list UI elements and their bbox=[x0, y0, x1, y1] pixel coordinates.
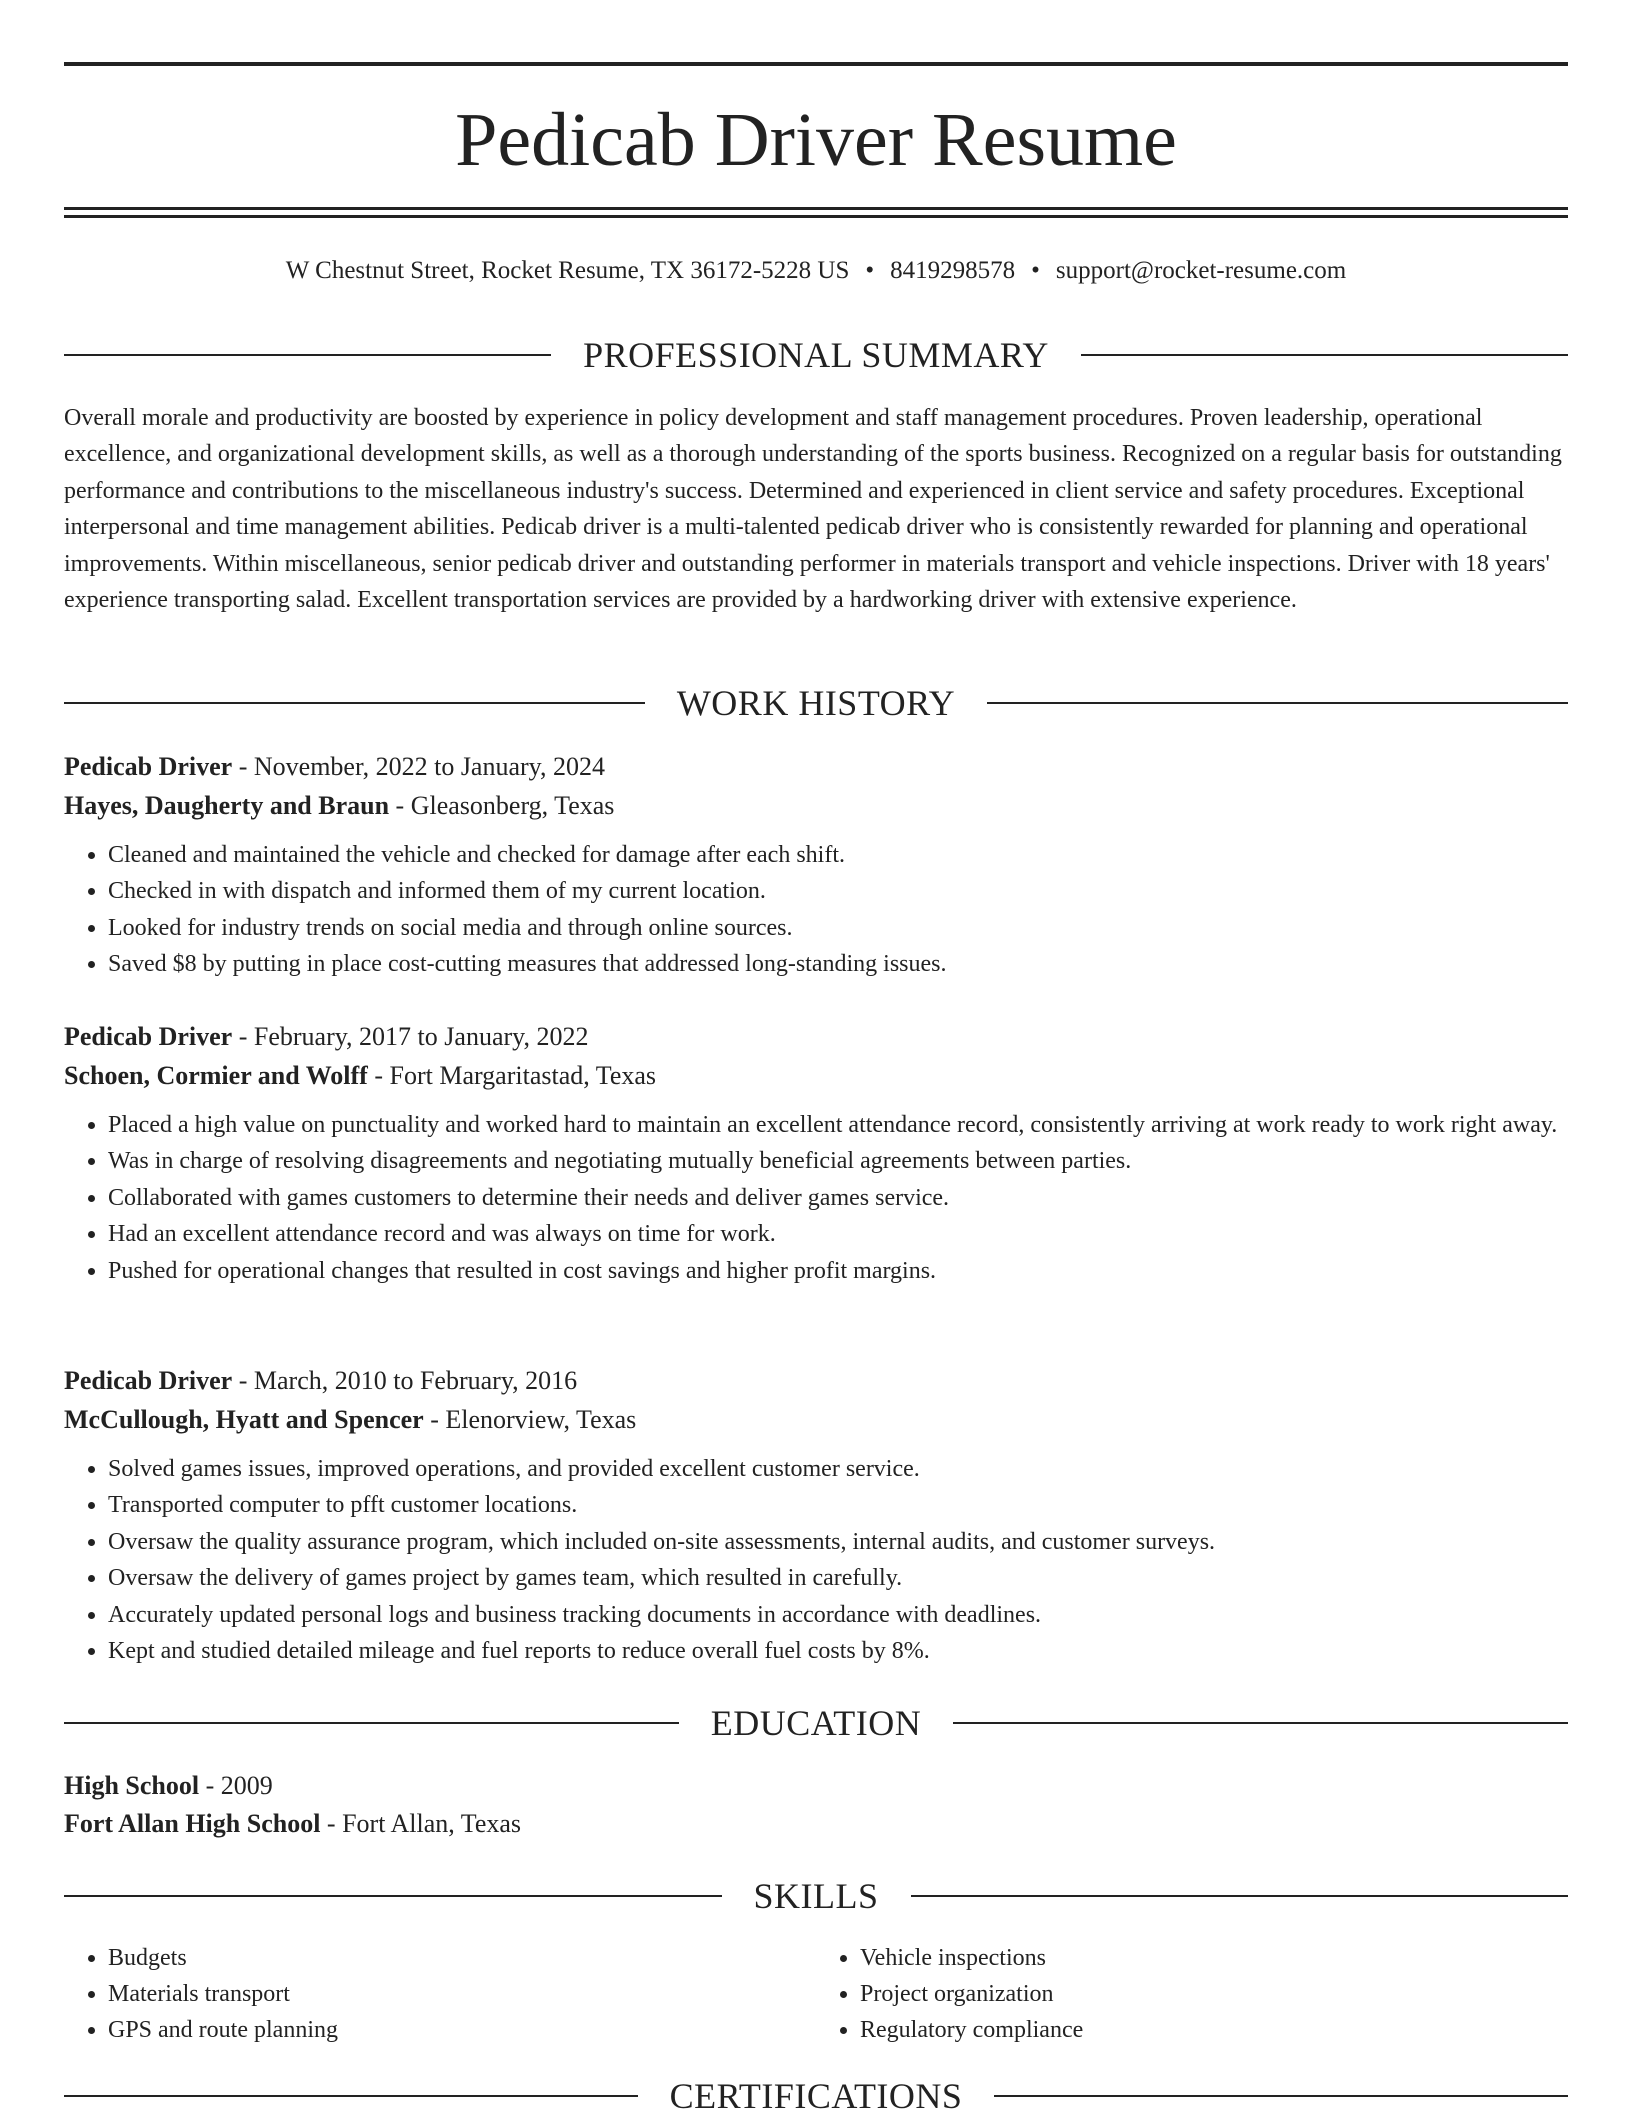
job-company-line bbox=[64, 787, 1568, 825]
list-item: • Checked in with dispatch and informed them of my current location. bbox=[108, 873, 1568, 909]
job-dates: - February, 2017 to January, 2022 bbox=[232, 1022, 589, 1051]
job-bullets bbox=[64, 1107, 1568, 1289]
heading-rule bbox=[953, 1722, 1568, 1724]
job-title-line bbox=[64, 748, 1568, 786]
job-title: Pedicab Driver bbox=[64, 752, 233, 781]
skills-column-left bbox=[64, 1940, 816, 2048]
job-title: Pedicab Driver bbox=[64, 1366, 233, 1395]
list-item: • Cleaned and maintained the vehicle and checked for damage after each shift. bbox=[108, 837, 1568, 873]
contact-separator: • bbox=[1031, 257, 1040, 284]
double-rule bbox=[64, 207, 1568, 218]
contact-line bbox=[64, 254, 1568, 288]
list-item: • Kept and studied detailed mileage and fuel reports to reduce overall fuel costs by 8%. bbox=[108, 1633, 1568, 1669]
list-item: • Pushed for operational changes that resulted in cost savings and higher profit margins. bbox=[108, 1253, 1568, 1289]
heading-rule bbox=[64, 1722, 679, 1724]
education-location: - Fort Allan, Texas bbox=[320, 1809, 522, 1838]
job-location: - Elenorview, Texas bbox=[423, 1405, 637, 1434]
contact-phone: 8419298578 bbox=[890, 257, 1016, 284]
list-item: • Accurately updated personal logs and business tracking documents in accordance with deadlines. bbox=[108, 1597, 1568, 1633]
section-title: WORK HISTORY bbox=[676, 683, 956, 723]
education-school: Fort Allan High School bbox=[64, 1809, 321, 1838]
summary-text: Overall morale and productivity are boosted by experience in policy development and staff management procedures. Proven leadership, operational excellence, and organizational development skills, as well as a thorough understanding of the sports business. Recognized on a regular basis for outstanding performance and contributions to the miscellaneous industry's success. Determined and experienced in client service and safety procedures. Exceptional interpersonal and time management abilities. Pedicab driver is a multi-talented pedicab driver who is consistently rewarded for planning and operational improvements. Within miscellaneous, senior pedicab driver and outstanding performer in materials transport and vehicle inspections. Driver with 18 years' experience transporting salad. Excellent transportation services are provided by a hardworking driver with extensive experience. bbox=[64, 405, 1562, 614]
list-item: • Regulatory compliance bbox=[860, 2012, 1568, 2048]
job-entry bbox=[64, 1362, 1568, 1669]
list-item: • Oversaw the quality assurance program, which included on-site assessments, internal audits, and customer surveys. bbox=[108, 1524, 1568, 1560]
list-item: • Looked for industry trends on social media and through online sources. bbox=[108, 910, 1568, 946]
list-item: • Project organization bbox=[860, 1976, 1568, 2012]
list-item: • Solved games issues, improved operations, and provided excellent customer service. bbox=[108, 1451, 1568, 1487]
contact-email: support@rocket-resume.com bbox=[1055, 257, 1347, 284]
heading-rule bbox=[994, 2095, 1568, 2097]
education-year: - 2009 bbox=[199, 1771, 273, 1800]
heading-rule bbox=[64, 1895, 722, 1897]
job-title: Pedicab Driver bbox=[64, 1022, 233, 1051]
job-location: - Gleasonberg, Texas bbox=[389, 791, 615, 820]
heading-rule bbox=[64, 354, 551, 356]
section-heading-work bbox=[64, 681, 1568, 725]
skills-list bbox=[64, 1940, 1568, 2048]
list-item: • Had an excellent attendance record and was always on time for work. bbox=[108, 1216, 1568, 1252]
job-title-line bbox=[64, 1018, 1568, 1056]
list-item: • Materials transport bbox=[108, 1976, 816, 2012]
contact-separator: • bbox=[865, 257, 875, 284]
section-heading-skills bbox=[64, 1874, 1568, 1918]
job-company-line bbox=[64, 1401, 1568, 1439]
education-degree-line bbox=[64, 1767, 1568, 1805]
heading-rule bbox=[64, 2095, 638, 2097]
job-company: Schoen, Cormier and Wolff bbox=[64, 1061, 368, 1090]
job-dates: - November, 2022 to January, 2024 bbox=[232, 752, 605, 781]
education-school-line bbox=[64, 1805, 1568, 1843]
section-title: SKILLS bbox=[753, 1876, 879, 1916]
job-company: McCullough, Hyatt and Spencer bbox=[64, 1405, 424, 1434]
heading-rule bbox=[987, 702, 1568, 704]
job-entry bbox=[64, 748, 1568, 983]
heading-rule bbox=[1081, 354, 1568, 356]
list-item: • Oversaw the delivery of games project by games team, which resulted in carefully. bbox=[108, 1560, 1568, 1596]
section-heading-summary bbox=[64, 333, 1568, 377]
list-item: • Placed a high value on punctuality and worked hard to maintain an excellent attendance record, consistently arriving at work ready to work right away. bbox=[108, 1107, 1568, 1143]
job-bullets bbox=[64, 837, 1568, 983]
heading-rule bbox=[911, 1895, 1569, 1897]
job-title-line bbox=[64, 1362, 1568, 1400]
list-item: • Collaborated with games customers to determine their needs and deliver games service. bbox=[108, 1180, 1568, 1216]
job-location: - Fort Margaritastad, Texas bbox=[367, 1061, 657, 1090]
list-item: • Budgets bbox=[108, 1940, 816, 1976]
list-item: • Vehicle inspections bbox=[860, 1940, 1568, 1976]
job-company: Hayes, Daugherty and Braun bbox=[64, 791, 390, 820]
list-item: • Saved $8 by putting in place cost-cutting measures that addressed long-standing issues. bbox=[108, 946, 1568, 982]
heading-rule bbox=[64, 702, 645, 704]
contact-address: W Chestnut Street, Rocket Resume, TX 36172-5228 US bbox=[285, 257, 850, 284]
resume-title: Pedicab Driver Resume bbox=[455, 98, 1177, 182]
skills-column-right bbox=[816, 1940, 1568, 2048]
section-title: CERTIFICATIONS bbox=[669, 2076, 963, 2116]
education-degree: High School bbox=[64, 1771, 200, 1800]
job-dates: - March, 2010 to February, 2016 bbox=[232, 1366, 578, 1395]
job-entry bbox=[64, 1018, 1568, 1289]
list-item: • Transported computer to pfft customer locations. bbox=[108, 1487, 1568, 1523]
job-company-line bbox=[64, 1057, 1568, 1095]
section-heading-certifications bbox=[64, 2074, 1568, 2118]
section-heading-education bbox=[64, 1701, 1568, 1745]
section-title: PROFESSIONAL SUMMARY bbox=[583, 335, 1049, 375]
top-rule bbox=[64, 62, 1568, 66]
list-item: • Was in charge of resolving disagreements and negotiating mutually beneficial agreements between parties. bbox=[108, 1143, 1568, 1179]
education-entry bbox=[64, 1767, 1568, 1843]
job-bullets bbox=[64, 1451, 1568, 1669]
section-title: EDUCATION bbox=[710, 1703, 922, 1743]
list-item: • GPS and route planning bbox=[108, 2012, 816, 2048]
